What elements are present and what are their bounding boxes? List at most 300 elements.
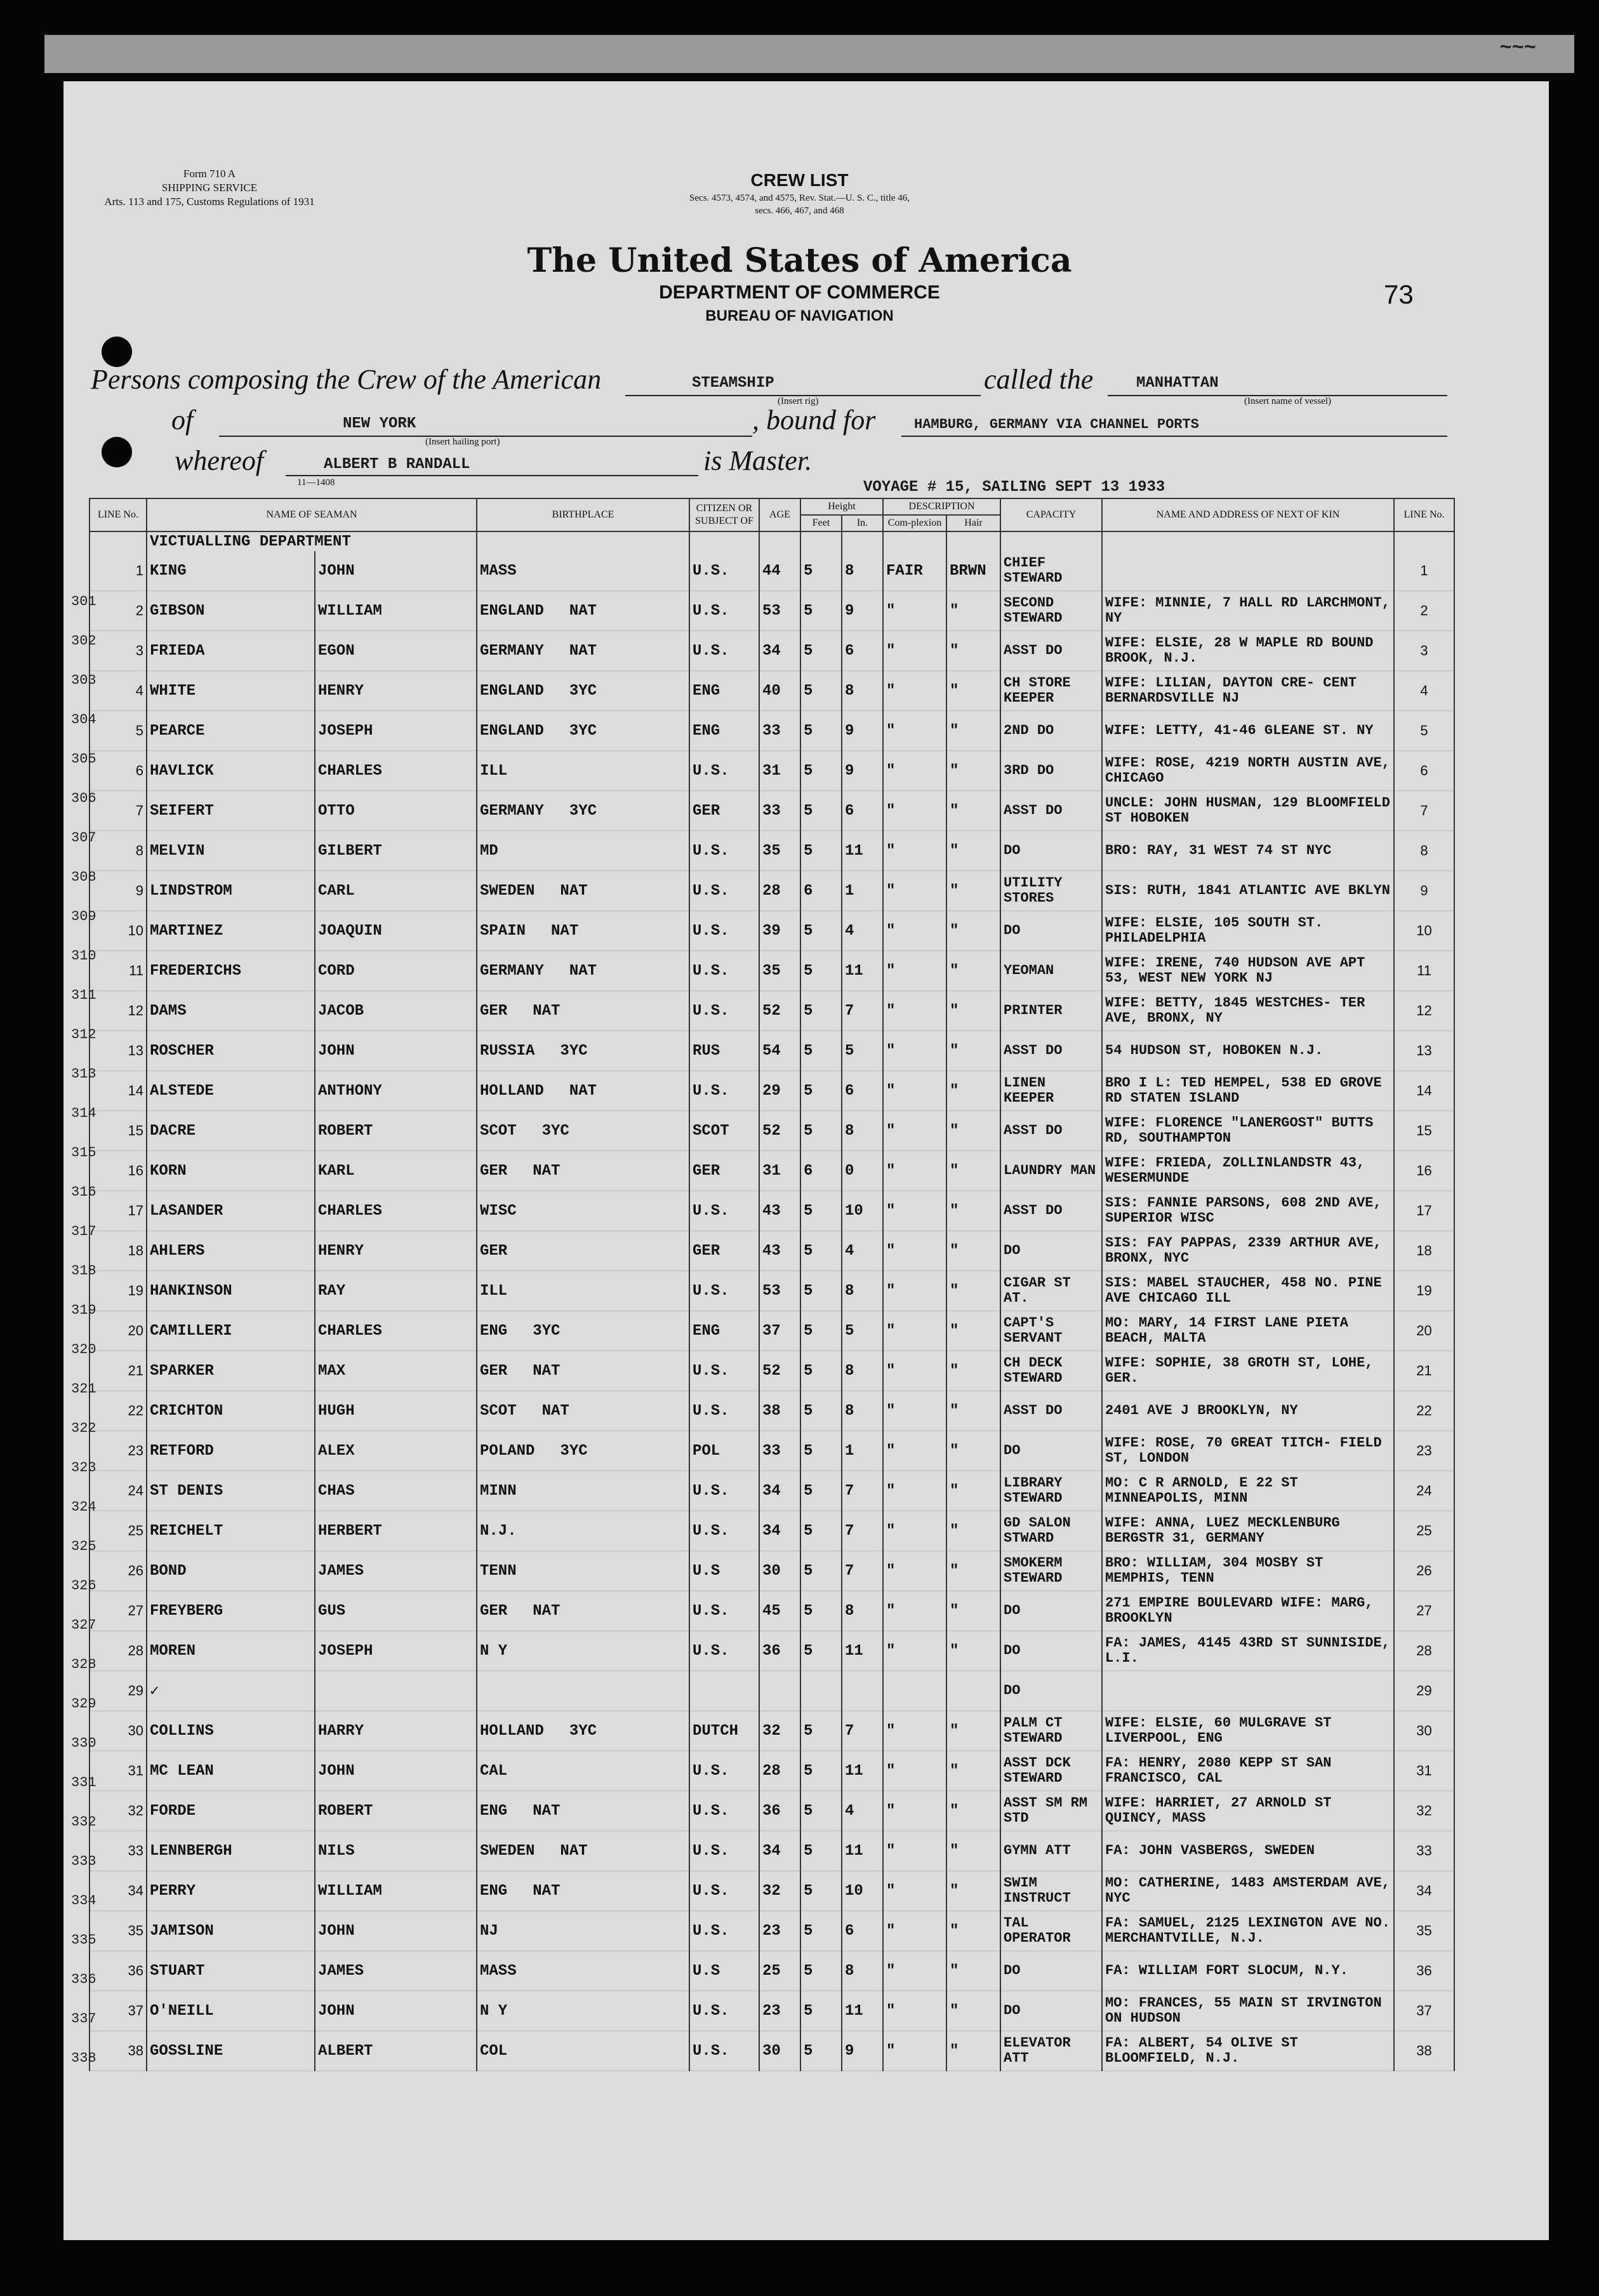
form-code: 11—1408: [297, 477, 335, 488]
seaman-surname: HANKINSON: [147, 1271, 315, 1311]
height-feet: 5: [800, 1911, 842, 1951]
line-number: 15: [90, 1111, 147, 1151]
hair: ": [946, 1991, 1000, 2031]
complexion: ": [883, 1791, 946, 1831]
height-inches: 6: [842, 791, 883, 831]
complexion: ": [883, 1111, 946, 1151]
hair: BRWN: [946, 551, 1000, 591]
next-of-kin: WIFE: FLORENCE "LANERGOST" BUTTS RD, SOUTHAMPTON: [1102, 1111, 1394, 1151]
next-of-kin: SIS: FANNIE PARSONS, 608 2ND AVE, SUPERIOR WISC: [1102, 1191, 1394, 1231]
next-of-kin: UNCLE: JOHN HUSMAN, 129 BLOOMFIELD ST HOBOKEN: [1102, 791, 1394, 831]
handwritten-seq-number: 313: [71, 1066, 96, 1082]
crew-row: [90, 1551, 1454, 1591]
seaman-given-name: JOSEPH: [315, 1631, 477, 1671]
voyage-line: VOYAGE # 15, SAILING SEPT 13 1933: [863, 479, 1165, 496]
citizenship: U.S.: [689, 631, 759, 671]
height-feet: 5: [800, 1191, 842, 1231]
seaman-given-name: JOHN: [315, 1911, 477, 1951]
capacity: PRINTER: [1000, 991, 1102, 1031]
line-number: 38: [90, 2031, 147, 2071]
age: 33: [759, 711, 800, 751]
seaman-surname: ROSCHER: [147, 1031, 315, 1071]
next-of-kin: FA: HENRY, 2080 KEPP ST SAN FRANCISCO, CAL: [1102, 1751, 1394, 1791]
age: 43: [759, 1191, 800, 1231]
complexion: ": [883, 1991, 946, 2031]
bound-label: , bound for: [752, 404, 876, 436]
capacity: ASST DO: [1000, 1111, 1102, 1151]
hair: ": [946, 1951, 1000, 1991]
birthplace-status: NAT: [569, 602, 597, 620]
handwritten-seq-number: 328: [71, 1657, 96, 1672]
seaman-surname: SEIFERT: [147, 791, 315, 831]
crew-row: [90, 791, 1454, 831]
height-inches: 8: [842, 671, 883, 711]
line-number-right: 6: [1394, 751, 1454, 791]
height-feet: 5: [800, 551, 842, 591]
capacity: ASST DO: [1000, 791, 1102, 831]
next-of-kin: WIFE: LETTY, 41-46 GLEANE ST. NY: [1102, 711, 1394, 751]
birthplace-place: GER: [480, 1162, 508, 1180]
birthplace-place: N Y: [480, 2002, 508, 2020]
citizenship: ENG: [689, 711, 759, 751]
birthplace-place: GER: [480, 1002, 508, 1020]
height-feet: 5: [800, 2031, 842, 2071]
seaman-given-name: HENRY: [315, 1231, 477, 1271]
master-value: ALBERT B RANDALL: [324, 456, 470, 473]
capacity: CHIEF STEWARD: [1000, 551, 1102, 591]
birthplace: [477, 1671, 689, 1711]
birthplace-status: NAT: [560, 1842, 588, 1860]
citizenship: ENG: [689, 1311, 759, 1351]
capacity: DO: [1000, 1671, 1102, 1711]
seaman-given-name: GUS: [315, 1591, 477, 1631]
hair: ": [946, 1431, 1000, 1471]
age: 37: [759, 1311, 800, 1351]
capacity: ELEVATOR ATT: [1000, 2031, 1102, 2071]
height-feet: 5: [800, 671, 842, 711]
handwritten-seq-number: 319: [71, 1302, 96, 1318]
persons-label: Persons composing the Crew of the American: [91, 364, 602, 395]
birthplace-place: ENG: [480, 1802, 508, 1820]
capacity: SECOND STEWARD: [1000, 591, 1102, 631]
seaman-given-name: RAY: [315, 1271, 477, 1311]
seaman-given-name: ROBERT: [315, 1791, 477, 1831]
handwritten-seq-number: 310: [71, 948, 96, 964]
line-number: 33: [90, 1831, 147, 1871]
age: 52: [759, 1351, 800, 1391]
statute-line-1: Secs. 4573, 4574, and 4575, Rev. Stat.—U. S. C., title 46,: [689, 193, 910, 203]
seaman-given-name: JAMES: [315, 1951, 477, 1991]
col-complexion: Com-plexion: [883, 515, 946, 531]
birthplace: [477, 951, 689, 991]
seaman-surname: KORN: [147, 1151, 315, 1191]
capacity: YEOMAN: [1000, 951, 1102, 991]
seaman-given-name: OTTO: [315, 791, 477, 831]
line-number-right: 29: [1394, 1671, 1454, 1711]
seaman-surname: GIBSON: [147, 591, 315, 631]
next-of-kin: 271 EMPIRE BOULEVARD WIFE: MARG, BROOKLYN: [1102, 1591, 1394, 1631]
line-number-right: 10: [1394, 911, 1454, 951]
capacity: PALM CT STEWARD: [1000, 1711, 1102, 1751]
seaman-given-name: JOHN: [315, 551, 477, 591]
line-number-right: 24: [1394, 1471, 1454, 1511]
complexion: ": [883, 1551, 946, 1591]
seaman-given-name: CHARLES: [315, 1191, 477, 1231]
line-number: 28: [90, 1631, 147, 1671]
birthplace-place: NJ: [480, 1922, 498, 1940]
height-inches: 0: [842, 1151, 883, 1191]
birthplace-status: NAT: [533, 1802, 561, 1820]
capacity: DO: [1000, 1231, 1102, 1271]
line-number: 24: [90, 1471, 147, 1511]
seaman-surname: SPARKER: [147, 1351, 315, 1391]
hair: ": [946, 2031, 1000, 2071]
handwritten-seq-number: 320: [71, 1342, 96, 1358]
height-inches: 9: [842, 711, 883, 751]
birthplace-status: 3YC: [560, 1442, 588, 1460]
hair: ": [946, 871, 1000, 911]
citizenship: RUS: [689, 1031, 759, 1071]
age: 31: [759, 751, 800, 791]
complexion: ": [883, 631, 946, 671]
birthplace-place: ENGLAND: [480, 682, 544, 700]
line-number-right: 35: [1394, 1911, 1454, 1951]
handwritten-seq-number: 325: [71, 1538, 96, 1554]
birthplace-status: NAT: [569, 642, 597, 660]
next-of-kin: WIFE: ELSIE, 28 W MAPLE RD BOUND BROOK, N.J.: [1102, 631, 1394, 671]
birthplace: [477, 1151, 689, 1191]
age: 35: [759, 951, 800, 991]
crew-row: [90, 1271, 1454, 1311]
citizenship: U.S.: [689, 871, 759, 911]
hair: ": [946, 751, 1000, 791]
complexion: ": [883, 711, 946, 751]
crew-row: [90, 1111, 1454, 1151]
line-number: 10: [90, 911, 147, 951]
birthplace-status: NAT: [569, 962, 597, 980]
birthplace-place: ILL: [480, 762, 508, 780]
seaman-given-name: JAMES: [315, 1551, 477, 1591]
capacity: CH DECK STEWARD: [1000, 1351, 1102, 1391]
line-number: 8: [90, 831, 147, 871]
hair: ": [946, 631, 1000, 671]
height-inches: 11: [842, 951, 883, 991]
line-number-right: 38: [1394, 2031, 1454, 2071]
crew-row: [90, 1471, 1454, 1511]
height-feet: 5: [800, 1511, 842, 1551]
crew-row: [90, 831, 1454, 871]
complexion: ": [883, 1391, 946, 1431]
birthplace-place: MASS: [480, 1962, 517, 1980]
handwritten-seq-number: 311: [71, 987, 96, 1003]
called-label: called the: [984, 364, 1094, 395]
handwritten-seq-number: 305: [71, 751, 96, 767]
crew-row: [90, 1591, 1454, 1631]
complexion: ": [883, 1031, 946, 1071]
hair: ": [946, 1711, 1000, 1751]
birthplace-place: RUSSIA: [480, 1042, 535, 1060]
seaman-surname: FRIEDA: [147, 631, 315, 671]
birthplace: [477, 911, 689, 951]
birthplace: [477, 711, 689, 751]
height-feet: 5: [800, 1231, 842, 1271]
seaman-surname: MARTINEZ: [147, 911, 315, 951]
seaman-surname: DAMS: [147, 991, 315, 1031]
seaman-surname: JAMISON: [147, 1911, 315, 1951]
line-number-right: 9: [1394, 871, 1454, 911]
height-feet: [800, 1671, 842, 1711]
hair: ": [946, 791, 1000, 831]
complexion: ": [883, 1831, 946, 1871]
birthplace-place: SCOT: [480, 1122, 517, 1140]
complexion: ": [883, 1751, 946, 1791]
capacity: DO: [1000, 1951, 1102, 1991]
next-of-kin: FA: JAMES, 4145 43RD ST SUNNISIDE, L.I.: [1102, 1631, 1394, 1671]
handwritten-seq-number: 308: [71, 869, 96, 885]
document-title: CREW LIST: [750, 170, 849, 190]
seaman-surname: BOND: [147, 1551, 315, 1591]
next-of-kin: WIFE: LILIAN, DAYTON CRE- CENT BERNARDSVILLE NJ: [1102, 671, 1394, 711]
line-number-right: 32: [1394, 1791, 1454, 1831]
hair: ": [946, 1031, 1000, 1071]
height-inches: 1: [842, 1431, 883, 1471]
age: 54: [759, 1031, 800, 1071]
col-inches: In.: [842, 515, 883, 531]
seaman-given-name: JOHN: [315, 1031, 477, 1071]
next-of-kin: WIFE: ELSIE, 105 SOUTH ST. PHILADELPHIA: [1102, 911, 1394, 951]
page-number: 73: [1384, 279, 1414, 309]
birthplace-place: N.J.: [480, 1522, 517, 1540]
age: 31: [759, 1151, 800, 1191]
capacity: UTILITY STORES: [1000, 871, 1102, 911]
height-feet: 5: [800, 1631, 842, 1671]
next-of-kin: BRO: WILLIAM, 304 MOSBY ST MEMPHIS, TENN: [1102, 1551, 1394, 1591]
hair: ": [946, 1871, 1000, 1911]
crew-row: [90, 671, 1454, 711]
birthplace: [477, 1871, 689, 1911]
line-number-right: 27: [1394, 1591, 1454, 1631]
line-number: 5: [90, 711, 147, 751]
height-feet: 6: [800, 1151, 842, 1191]
complexion: ": [883, 791, 946, 831]
hair: ": [946, 1631, 1000, 1671]
crew-row: [90, 1191, 1454, 1231]
citizenship: U.S.: [689, 911, 759, 951]
seaman-given-name: [315, 1671, 477, 1711]
height-inches: 7: [842, 1511, 883, 1551]
birthplace: [477, 1071, 689, 1111]
hair: ": [946, 1471, 1000, 1511]
citizenship: U.S.: [689, 1511, 759, 1551]
complexion: ": [883, 1591, 946, 1631]
capacity: ASST DO: [1000, 1391, 1102, 1431]
citizenship: U.S.: [689, 1831, 759, 1871]
birthplace-place: ENGLAND: [480, 602, 544, 620]
hair: ": [946, 1351, 1000, 1391]
height-feet: 5: [800, 711, 842, 751]
line-number-right: 14: [1394, 1071, 1454, 1111]
complexion: ": [883, 1071, 946, 1111]
line-number-right: 11: [1394, 951, 1454, 991]
capacity: CAPT'S SERVANT: [1000, 1311, 1102, 1351]
birthplace: [477, 751, 689, 791]
next-of-kin: WIFE: ROSE, 4219 NORTH AUSTIN AVE, CHICAGO: [1102, 751, 1394, 791]
citizenship: U.S.: [689, 1791, 759, 1831]
complexion: ": [883, 1511, 946, 1551]
height-inches: 7: [842, 991, 883, 1031]
line-number-right: 4: [1394, 671, 1454, 711]
complexion: ": [883, 2031, 946, 2071]
vessel-value: MANHATTAN: [1136, 375, 1219, 392]
hair: ": [946, 1151, 1000, 1191]
citizenship: U.S: [689, 1551, 759, 1591]
crew-row: [90, 711, 1454, 751]
next-of-kin: [1102, 1671, 1394, 1711]
birthplace: [477, 1271, 689, 1311]
line-number: 29: [90, 1671, 147, 1711]
birthplace-status: 3YC: [569, 1722, 597, 1740]
birthplace-status: NAT: [533, 1602, 561, 1620]
destination-value: HAMBURG, GERMANY VIA CHANNEL PORTS: [914, 417, 1199, 432]
birthplace: [477, 1991, 689, 2031]
line-number-right: 19: [1394, 1271, 1454, 1311]
next-of-kin: SIS: RUTH, 1841 ATLANTIC AVE BKLYN: [1102, 871, 1394, 911]
crew-row: [90, 591, 1454, 631]
line-number-right: 22: [1394, 1391, 1454, 1431]
next-of-kin: BRO: RAY, 31 WEST 74 ST NYC: [1102, 831, 1394, 871]
line-number-right: 28: [1394, 1631, 1454, 1671]
handwritten-seq-number: 317: [71, 1224, 96, 1239]
capacity: DO: [1000, 1431, 1102, 1471]
birthplace-place: GER: [480, 1242, 508, 1260]
birthplace-place: MD: [480, 842, 498, 860]
line-number-right: 36: [1394, 1951, 1454, 1991]
age: 34: [759, 1471, 800, 1511]
line-number-right: 2: [1394, 591, 1454, 631]
seaman-surname: MC LEAN: [147, 1751, 315, 1791]
line-number: 27: [90, 1591, 147, 1631]
capacity: ASST DO: [1000, 1031, 1102, 1071]
birthplace-status: 3YC: [569, 722, 597, 740]
birthplace: [477, 831, 689, 871]
form-number: Form 710 A: [183, 168, 236, 180]
birthplace: [477, 991, 689, 1031]
birthplace-place: GER: [480, 1362, 508, 1380]
seaman-given-name: EGON: [315, 631, 477, 671]
complexion: ": [883, 1631, 946, 1671]
capacity: ASST DO: [1000, 631, 1102, 671]
complexion: ": [883, 1951, 946, 1991]
next-of-kin: FA: SAMUEL, 2125 LEXINGTON AVE NO. MERCHANTVILLE, N.J.: [1102, 1911, 1394, 1951]
seaman-given-name: ROBERT: [315, 1111, 477, 1151]
col-capacity: CAPACITY: [1000, 498, 1102, 531]
complexion: ": [883, 751, 946, 791]
complexion: FAIR: [883, 551, 946, 591]
birthplace-place: SWEDEN: [480, 882, 535, 900]
complexion: ": [883, 1191, 946, 1231]
seaman-given-name: ANTHONY: [315, 1071, 477, 1111]
birthplace: [477, 1471, 689, 1511]
handwritten-seq-number: 332: [71, 1814, 96, 1830]
height-feet: 5: [800, 951, 842, 991]
crew-row: [90, 1431, 1454, 1471]
birthplace-place: MINN: [480, 1482, 517, 1500]
birthplace: [477, 671, 689, 711]
age: 36: [759, 1791, 800, 1831]
complexion: ": [883, 1871, 946, 1911]
height-feet: 5: [800, 1751, 842, 1791]
complexion: ": [883, 1151, 946, 1191]
citizenship: U.S.: [689, 1271, 759, 1311]
hair: ": [946, 1831, 1000, 1871]
line-number-right: 25: [1394, 1511, 1454, 1551]
age: 44: [759, 551, 800, 591]
height-inches: 11: [842, 831, 883, 871]
height-inches: 5: [842, 1311, 883, 1351]
age: 33: [759, 1431, 800, 1471]
port-value: NEW YORK: [343, 415, 416, 432]
citizenship: U.S.: [689, 1911, 759, 1951]
hair: ": [946, 671, 1000, 711]
age: 30: [759, 1551, 800, 1591]
crew-row: [90, 1671, 1454, 1711]
age: 38: [759, 1391, 800, 1431]
height-inches: 7: [842, 1711, 883, 1751]
next-of-kin: WIFE: SOPHIE, 38 GROTH ST, LOHE, GER.: [1102, 1351, 1394, 1391]
complexion: ": [883, 671, 946, 711]
line-number-right: 30: [1394, 1711, 1454, 1751]
age: 30: [759, 2031, 800, 2071]
line-number-right: 7: [1394, 791, 1454, 831]
height-inches: 8: [842, 1591, 883, 1631]
birthplace-place: CAL: [480, 1762, 508, 1780]
birthplace: [477, 1711, 689, 1751]
capacity: TAL OPERATOR: [1000, 1911, 1102, 1951]
complexion: ": [883, 991, 946, 1031]
line-number: 12: [90, 991, 147, 1031]
birthplace-place: GERMANY: [480, 642, 544, 660]
crew-row: [90, 991, 1454, 1031]
birthplace-status: NAT: [551, 922, 579, 940]
hair: ": [946, 1791, 1000, 1831]
seaman-given-name: CORD: [315, 951, 477, 991]
next-of-kin: MO: MARY, 14 FIRST LANE PIETA BEACH, MALTA: [1102, 1311, 1394, 1351]
seaman-surname: MOREN: [147, 1631, 315, 1671]
age: 23: [759, 1911, 800, 1951]
age: 23: [759, 1991, 800, 2031]
department-row: [90, 531, 1454, 551]
height-feet: 5: [800, 1471, 842, 1511]
next-of-kin: WIFE: HARRIET, 27 ARNOLD ST QUINCY, MASS: [1102, 1791, 1394, 1831]
next-of-kin: WIFE: BETTY, 1845 WESTCHES- TER AVE, BRONX, NY: [1102, 991, 1394, 1031]
crew-row: [90, 1911, 1454, 1951]
hair: ": [946, 711, 1000, 751]
seaman-surname: COLLINS: [147, 1711, 315, 1751]
height-inches: 6: [842, 631, 883, 671]
age: 53: [759, 1271, 800, 1311]
line-number-right: 18: [1394, 1231, 1454, 1271]
birthplace: [477, 591, 689, 631]
birthplace-status: 3YC: [569, 802, 597, 820]
height-inches: 9: [842, 751, 883, 791]
height-feet: 5: [800, 1031, 842, 1071]
seaman-given-name: HARRY: [315, 1711, 477, 1751]
citizenship: U.S.: [689, 1991, 759, 2031]
handwritten-seq-number: 309: [71, 909, 96, 924]
seaman-surname: AHLERS: [147, 1231, 315, 1271]
handwritten-seq-number: 336: [71, 1972, 96, 1987]
age: 25: [759, 1951, 800, 1991]
